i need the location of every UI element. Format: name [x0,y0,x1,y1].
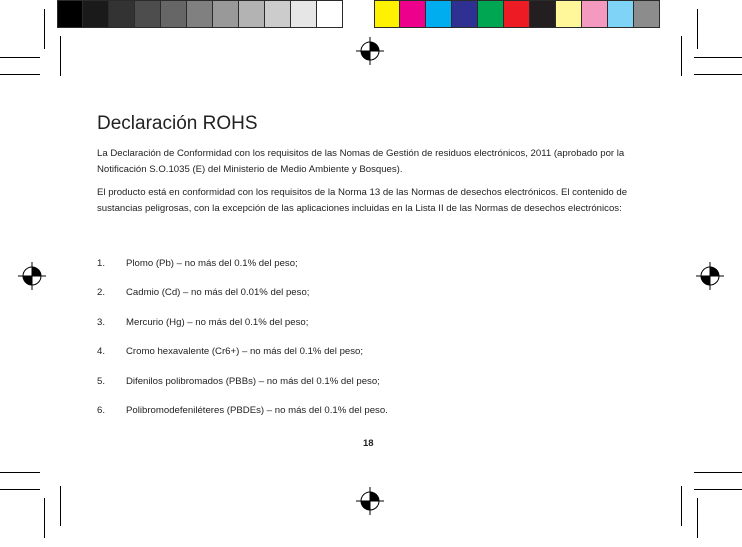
color-swatch [187,0,213,28]
list-item-text: Mercurio (Hg) – no más del 0.1% del peso; [126,316,309,328]
list-item-number: 1. [97,258,106,269]
list-item [97,344,388,373]
crop-mark [0,472,40,473]
page-title: Declaración ROHS [97,113,258,134]
grayscale-color-bar [57,0,343,30]
list-item-text: Cadmio (Cd) – no más del 0.01% del peso; [126,287,310,299]
list-item-number: 2. [97,287,106,299]
crop-mark [694,74,742,75]
crop-mark [44,498,45,538]
crop-mark [694,472,742,473]
crop-mark [694,57,742,58]
color-swatch [426,0,452,28]
color-swatch [556,0,582,28]
color-swatch [161,0,187,28]
color-swatch [400,0,426,28]
list-item-number: 6. [97,404,106,416]
color-swatch [452,0,478,28]
crop-mark [697,498,698,538]
color-swatch [504,0,530,28]
crop-mark [681,486,682,526]
crop-mark [697,9,698,49]
crop-mark [60,36,61,76]
crop-mark [0,489,40,490]
color-swatch [135,0,161,28]
crop-mark [0,74,40,75]
color-swatch [317,0,343,28]
list-item-number: 5. [97,375,106,387]
list-item-text: Difenilos polibromados (PBBs) – no más del 0.1% del peso; [126,375,380,387]
color-swatch [57,0,83,28]
list-item [97,285,388,314]
declaration-paragraph: La Declaración de Conformidad con los requisitos de las Nomas de Gestión de residuos electrónicos, 2011 (aprobado por la Notificación S.O.1035 (E) del Ministerio de Medio Ambiente y Bosques). [97,148,625,175]
list-item [97,256,388,285]
crop-mark [60,486,61,526]
list-item-text: Plomo (Pb) – no más del 0.1% del peso; [126,258,298,269]
crop-mark [694,489,742,490]
crop-mark [44,9,45,49]
page-number: 18 [363,438,374,449]
color-swatch [478,0,504,28]
color-swatch [291,0,317,28]
list-item-number: 4. [97,346,106,358]
color-swatch [239,0,265,28]
process-color-bar [374,0,660,30]
color-swatch [265,0,291,28]
list-item [97,374,388,403]
registration-mark-icon [18,262,46,290]
color-swatch [530,0,556,28]
color-swatch [582,0,608,28]
color-swatch [109,0,135,28]
color-swatch [374,0,400,28]
list-item-number: 3. [97,316,106,328]
crop-mark [681,36,682,76]
registration-mark-icon [356,37,384,65]
color-swatch [213,0,239,28]
color-swatch [83,0,109,28]
list-item [97,315,388,344]
color-swatch [608,0,634,28]
list-item [97,403,388,432]
registration-mark-icon [356,487,384,515]
color-swatch [634,0,660,28]
crop-mark [0,57,40,58]
list-item-text: Cromo hexavalente (Cr6+) – no más del 0.1% del peso; [126,346,364,358]
conformity-paragraph: El producto está en conformidad con los requisitos de la Norma 13 de las Normas de desechos electrónicos. El contenido de sustancias peligrosas, con la excepción de las aplicaciones incluidas en la Lista II de las Normas de desechos electrónicos: [97,187,628,214]
registration-mark-icon [696,262,724,290]
list-item-text: Polibromodefeniléteres (PBDEs) – no más del 0.1% del peso. [126,404,388,416]
substance-list [97,256,388,432]
